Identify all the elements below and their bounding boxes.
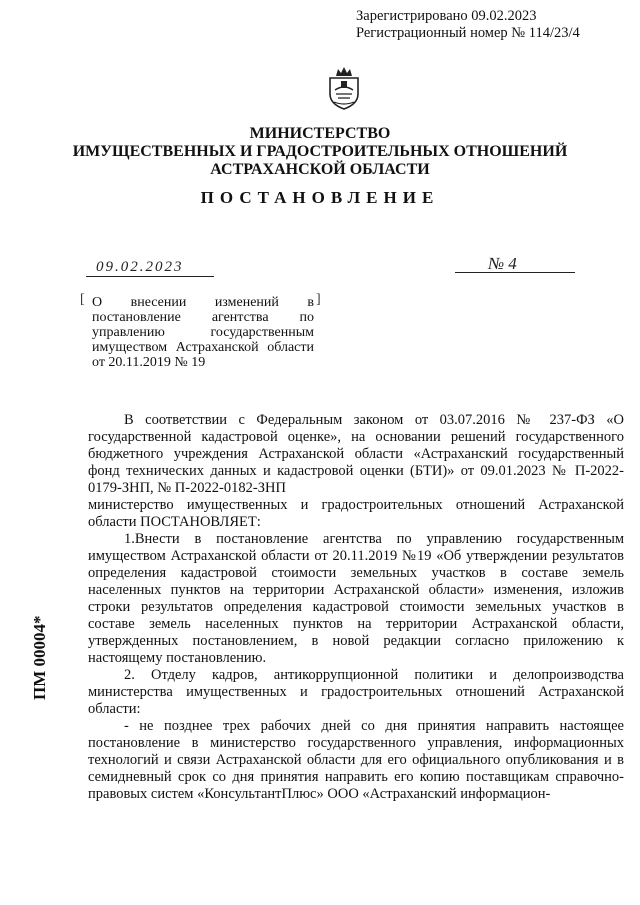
handwritten-number: № 4 <box>488 254 517 273</box>
subject-bracket-right: ] <box>316 292 321 307</box>
side-stamp: ПМ 00004* <box>30 615 49 700</box>
date-underline <box>86 276 214 277</box>
paragraph-resolves: министерство имущественных и градостроительных отношений Астраханской области ПОСТАНОВЛЯЕТ: <box>88 497 624 530</box>
paragraph-item-2-bullet: - не позднее трех рабочих дней со дня принятия направить настоящее постановление в министерство государственного управления, информационных технологий и связи Астраханской области для его официального опубликования и в семидневный срок со дня принятия направить его копию поставщикам справочно-правовых систем «КонсультантПлюс» ООО «Астраханский информацион- <box>88 718 624 802</box>
document-type-title: ПОСТАНОВЛЕНИЕ <box>200 188 440 207</box>
paragraph-preamble: В соответствии с Федеральным законом от 03.07.2016 № 237-ФЗ «О государственной кадастровой оценке», на основании решений государственного бюджетного учреждения Астраханской области «Астраханский государственный фонд технических данных и кадастровой оценки (БТИ)» от 09.01.2023 № П-2022-0179-ЗНП, № П-2022-0182-ЗНП <box>88 412 624 496</box>
ministry-line-1: МИНИСТЕРСТВО <box>249 125 391 142</box>
document-body <box>88 412 624 803</box>
subject-bracket-left: [ <box>80 292 85 307</box>
document-subject: О внесении изменений в постановление агентства по управлению государственным имуществом Астраханской области от 20.11.2019 № 19 <box>92 295 314 370</box>
paragraph-item-1: 1.Внести в постановление агентства по управлению государственным имуществом Астраханской области от 20.11.2019 №19 «Об утверждении результатов определения кадастровой стоимости земельных участков в составе земель населенных пунктов на территории Астраханской области» изменения, изложив строки результатов определения кадастровой стоимости земельных участков в составе земель населенных пунктов на территории Астраханской области, утвержденных постановлением, в новой редакции согласно приложению к настоящему постановлению. <box>88 531 624 666</box>
handwritten-date: 09.02.2023 <box>96 259 184 275</box>
ministry-line-3: АСТРАХАНСКОЙ ОБЛАСТИ <box>210 161 430 178</box>
number-underline <box>455 272 575 273</box>
registration-line-1: Зарегистрировано 09.02.2023 <box>356 8 537 24</box>
paragraph-item-2: 2. Отделу кадров, антикоррупционной политики и делопроизводства министерства имущественных и градостроительных отношений Астраханской области: <box>88 667 624 717</box>
ministry-line-2: ИМУЩЕСТВЕННЫХ И ГРАДОСТРОИТЕЛЬНЫХ ОТНОШЕНИЙ <box>72 143 568 160</box>
astrakhan-coat-of-arms-icon <box>326 64 362 110</box>
registration-line-2: Регистрационный номер № 114/23/4 <box>356 25 580 41</box>
